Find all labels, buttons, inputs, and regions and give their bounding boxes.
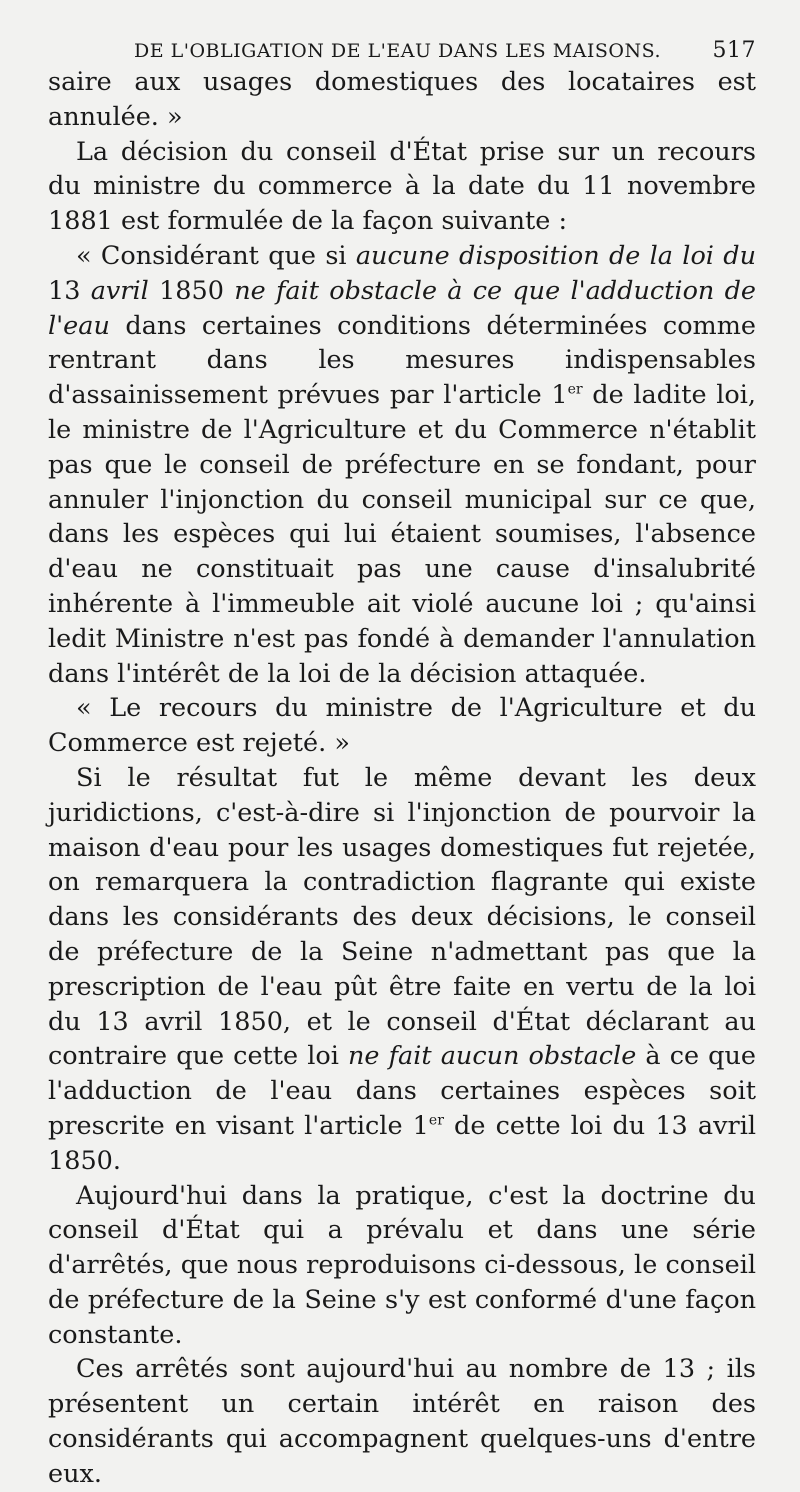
paragraph [48,691,756,761]
text-run: de cette loi du 13 avril 1850. [48,1110,757,1176]
text-run: Aujourd'hui dans la pratique, c'est la doctrine du conseil d'État qui a prévalu et dans une série d'arrêtés, que nous reproduisons ci-dessous, le conseil de préfecture de la Seine s'y est conformé d'une façon constante. [48,1180,756,1350]
text-run: 1850 [148,275,235,306]
text-run: de ladite loi, le ministre de l'Agriculture et du Commerce n'établit pas que le conseil de préfecture en se fondant, pour annuler l'injonction du conseil municipal sur ce que, dans les espèces qui lui étaient soumises, l'absence d'eau ne constituait pas une cause d'insalubrité inhérente à l'immeuble ait violé aucune loi ; qu'ainsi ledit Ministre n'est pas fondé à demander l'annulation dans l'intérêt de la loi de la décision attaquée. [48,380,756,689]
text-run: à ce que l'adduction de l'eau dans certaines espèces soit prescrite en visant l'article 1 [48,1041,757,1141]
text-run: Si le résultat fut le même devant les deux juridictions, c'est-à-dire si l'injonction de pourvoir la maison d'eau pour les usages domestiques fut rejetée, on remarquera la contradiction flagrante qui existe dans les considérants des deux décisions, le conseil de préfecture de la Seine n'admettant pas que la prescription de l'eau pût être faite en vertu de la loi du 13 avril 1850, et le conseil d'État déclarant au contraire que cette loi [48,762,756,1072]
italic-text: aucune disposition de la loi du [355,240,757,271]
running-header [134,38,756,63]
italic-text: ne fait aucun obstacle [347,1041,637,1072]
body-text [48,65,756,1492]
superscript: er [428,1112,444,1129]
superscript: er [567,381,583,398]
page-number: 517 [712,38,756,63]
text-run: 13 [48,275,91,306]
text-run: dans certaines conditions déterminées comme rentrant dans les mesures indispensables d'assainissement prévues par l'article 1 [48,310,756,411]
paragraph [48,1352,756,1491]
running-title: DE L'OBLIGATION DE L'EAU DANS LES MAISONS. [134,40,662,62]
italic-text: avril [90,275,149,306]
paragraph [48,239,756,691]
text-run: « Considérant que si [76,240,356,271]
text-run: La décision du conseil d'État prise sur un recours du ministre du commerce à la date du 11 novembre 1881 est formulée de la façon suivante : [48,136,756,237]
text-run: « Le recours du ministre de l'Agriculture et du Commerce est rejeté. » [48,693,756,759]
paragraph [48,1179,756,1353]
paragraph [48,65,756,135]
paragraph [48,135,756,239]
italic-text: ne fait obstacle à ce que l'adduction de l'eau [48,275,757,341]
paragraph [48,761,756,1179]
text-run: saire aux usages domestiques des locataires est annulée. » [48,67,756,132]
text-run: Ces arrêtés sont aujourd'hui au nombre de 13 ; ils présentent un certain intérêt en raison des considérants qui accompagnent quelques-uns d'entre eux. [48,1354,756,1489]
